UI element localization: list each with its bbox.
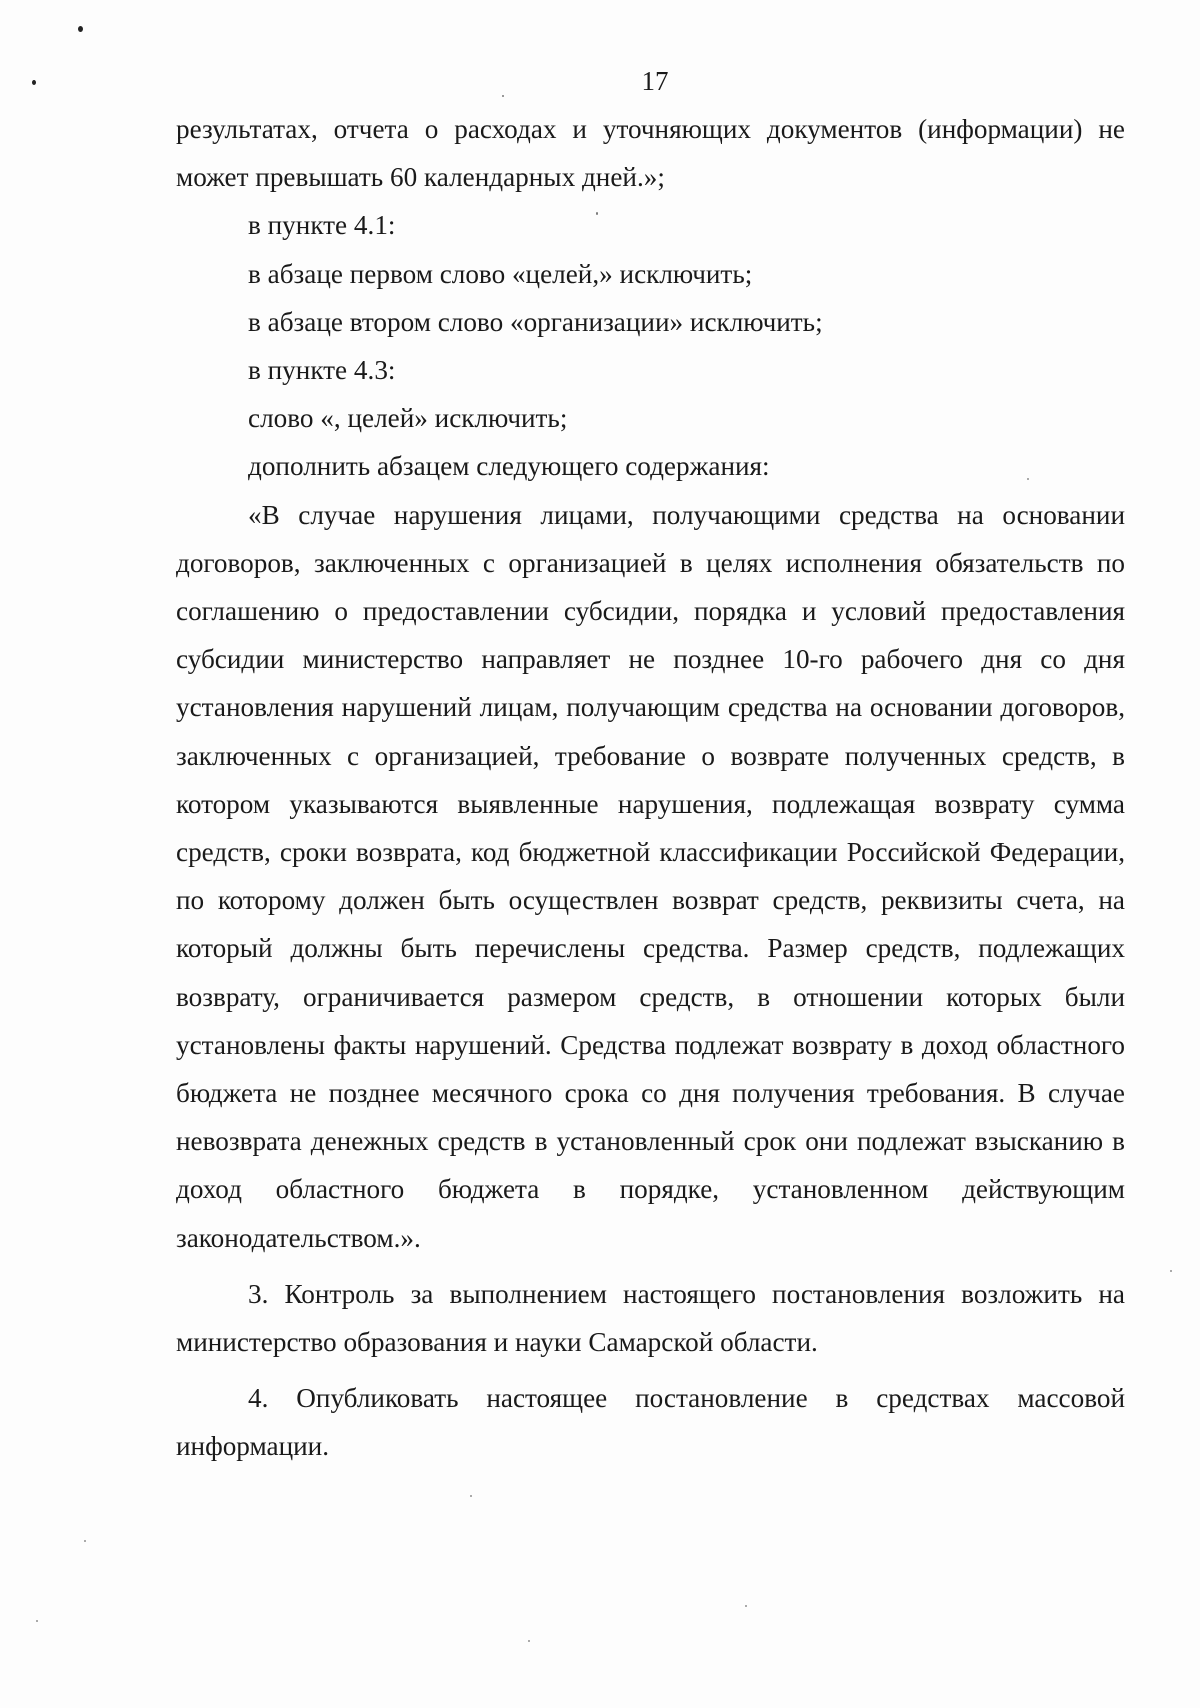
- scan-speck: [1170, 1270, 1172, 1272]
- scan-speck: [32, 80, 36, 85]
- scan-speck: [596, 212, 598, 215]
- scan-speck: [745, 1605, 747, 1607]
- paragraph-clause-4-1: в пункте 4.1:: [248, 210, 396, 241]
- document-body: [176, 105, 1125, 1471]
- paragraph-add-intro: дополнить абзацем следующего содержания:: [248, 451, 770, 482]
- paragraph-continuation: результатах, отчета о расходах и уточняющих документов (информации) не может превышать 60 календарных дней.»;: [176, 114, 1125, 193]
- paragraph-item-3: 3. Контроль за выполнением настоящего постановления возложить на министерство образования и науки Самарской области.: [176, 1278, 1125, 1358]
- paragraph-item-4: 4. Опубликовать настоящее постановление в средствах массовой информации.: [176, 1383, 1125, 1462]
- paragraph-added-text: «В случае нарушения лицами, получающими средства на основании договоров, заключенных с организацией в целях исполнения обязательств по соглашению о предоставлении субсидии, порядка и условий предоставления субсидии министерство направляет не позднее 10-го рабочего дня со дня установления нарушений лицам, получающим средства на основании договоров, заключенных с организацией, требование о возврате полученных средств, в котором указываются выявленные нарушения, подлежащая возврату сумма средств, сроки возврата, код бюджетной классификации Российской Федерации, по которому должен быть осуществлен возврат средств, реквизиты счета, на который должны быть перечислены средства. Размер средств, подлежащих возврату, ограничивается размером средств, в отношении которых были установлены факты нарушений. Средства подлежат возврату в доход областного бюджета не позднее месячного срока со дня получения требования. В случае невозврата денежных средств в установленный срок они подлежат взысканию в доход областного бюджета в порядке, установленном действующим законодательством.».: [176, 499, 1125, 1253]
- scan-speck: [528, 1640, 530, 1642]
- scan-speck: [1027, 478, 1029, 480]
- page-number: 17: [641, 66, 669, 96]
- paragraph-clause-4-3: в пункте 4.3:: [248, 355, 396, 386]
- scan-speck: [78, 26, 83, 32]
- paragraph-amend-first: в абзаце первом слово «целей,» исключить;: [248, 258, 753, 289]
- paragraph-amend-second: в абзаце втором слово «организации» исключить;: [248, 306, 823, 337]
- scan-speck: [502, 95, 504, 97]
- scan-speck: [36, 1620, 38, 1622]
- scan-speck: [84, 1540, 86, 1542]
- scan-speck: [470, 1495, 472, 1497]
- paragraph-amend-word: слово «, целей» исключить;: [248, 403, 568, 434]
